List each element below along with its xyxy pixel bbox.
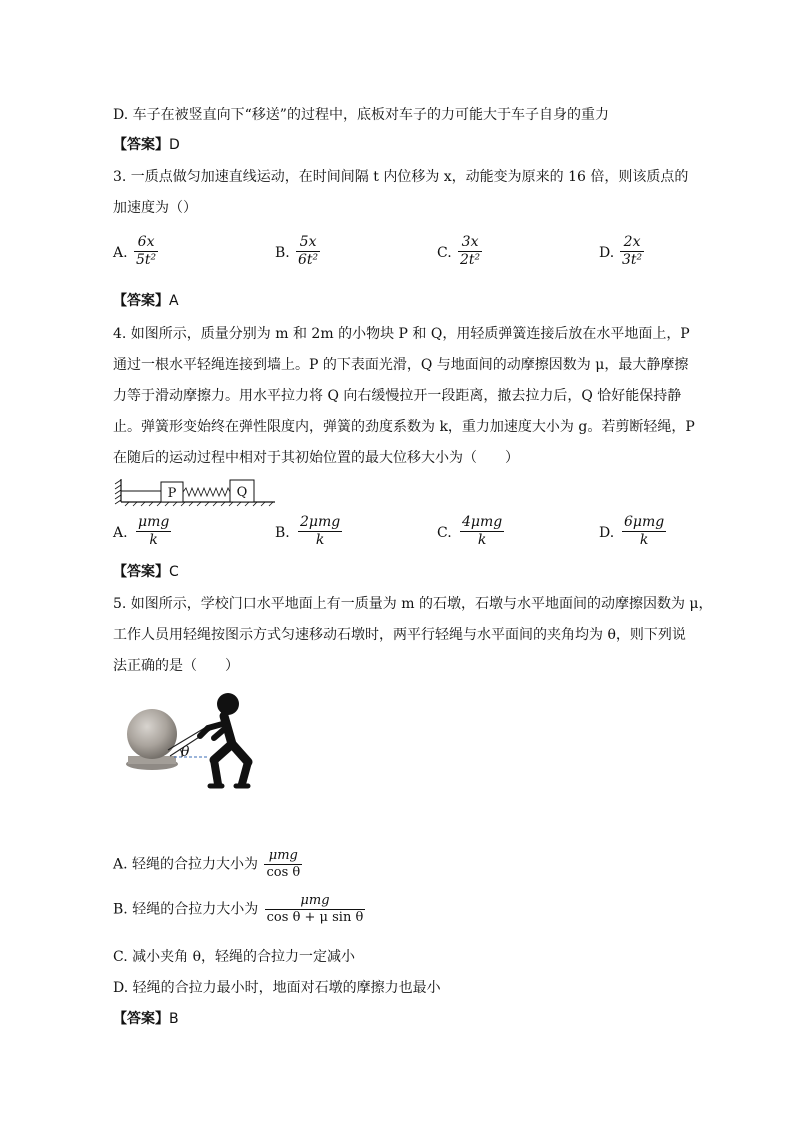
- q4-answer: [113, 561, 179, 581]
- q4-option-a-label: A.: [113, 525, 128, 541]
- fraction-numerator: 2x: [620, 234, 644, 252]
- q3-option-c-fraction: [458, 234, 482, 269]
- q5-option-b-fraction: [265, 893, 366, 926]
- q5-stem-line2: 工作人员用轻绳按图示方式匀速移动石墩时，两平行轻绳与水平面间的夹角均为 θ，则下列说: [113, 627, 686, 643]
- fraction-numerator: 6μmg: [624, 514, 665, 530]
- q4-stem-line2: 通过一根水平轻绳连接到墙上。P 的下表面光滑，Q 与地面间的动摩擦因数为 μ，最大静摩擦: [113, 357, 689, 373]
- answer-value: B: [169, 1011, 179, 1027]
- answer-value: C: [169, 564, 179, 580]
- fraction-numerator: 4μmg: [462, 514, 503, 530]
- q5-option-d: D. 轻绳的合拉力最小时，地面对石墩的摩擦力也最小: [113, 980, 441, 996]
- q5-stem-line1: 5. 如图所示，学校门口水平地面上有一质量为 m 的石墩，石墩与水平地面间的动摩擦因数为 μ，: [113, 596, 713, 612]
- fraction-numerator: 2μmg: [300, 514, 341, 530]
- q4-option-d-fraction: [622, 514, 666, 549]
- worker-figure: [200, 693, 248, 786]
- q3-answer: [113, 290, 179, 310]
- q4-option-d-label: D.: [599, 525, 615, 541]
- fraction-denominator: 6t²: [298, 252, 319, 268]
- fraction-denominator: 3t²: [622, 252, 643, 268]
- q3-option-d-label: D.: [599, 245, 615, 261]
- q3-stem-line2: 加速度为（）: [113, 200, 197, 216]
- q3-option-b-fraction: [296, 234, 320, 269]
- answer-value: D: [169, 137, 180, 153]
- q4-option-c-fraction: [460, 514, 504, 549]
- fraction-denominator: k: [149, 532, 158, 548]
- spring-block-figure: [113, 477, 278, 507]
- fraction-denominator: 2t²: [460, 252, 481, 268]
- block-p-label: P: [167, 486, 177, 501]
- q4-option-c-label: C.: [437, 525, 452, 541]
- fraction-denominator: k: [315, 532, 325, 548]
- angle-theta-label: θ: [181, 744, 190, 760]
- fraction-denominator: 5t²: [136, 252, 157, 268]
- answer-label: 【答案】: [113, 137, 169, 153]
- q3-stem-line1: 3. 一质点做匀加速直线运动，在时间间隔 t 内位移为 x，动能变为原来的 16 倍，则该质点的: [113, 169, 689, 185]
- q4-option-b-fraction: [298, 514, 342, 549]
- q4-stem-line4: 止。弹簧形变始终在弹性限度内，弹簧的劲度系数为 k，重力加速度大小为 g。若剪断轻绳，P: [113, 419, 695, 435]
- q3-option-a-label: A.: [113, 245, 128, 261]
- block-q-label: Q: [236, 485, 248, 500]
- q5-option-c: C. 减小夹角 θ，轻绳的合拉力一定减小: [113, 949, 355, 965]
- q4-stem-line5: 在随后的运动过程中相对于其初始位置的最大位移大小为（ ）: [113, 450, 519, 466]
- q4-stem-line1: 4. 如图所示，质量分别为 m 和 2m 的小物块 P 和 Q，用轻质弹簧连接后放在水平地面上，P: [113, 326, 690, 342]
- q5-answer: [113, 1008, 179, 1028]
- q3-option-c-label: C.: [437, 245, 452, 261]
- fraction-numerator: μmg: [264, 848, 302, 865]
- q5-option-a-fraction: [264, 848, 302, 881]
- answer-label: 【答案】: [113, 1011, 169, 1027]
- q3-option-d-fraction: [620, 234, 644, 269]
- stone-ball: [127, 709, 177, 759]
- q5-option-a: [113, 848, 302, 881]
- fraction-denominator: cos θ: [266, 865, 301, 880]
- q3-option-a-fraction: [134, 234, 158, 269]
- q2-answer: [113, 134, 180, 154]
- spring: [183, 488, 230, 496]
- fraction-numerator: 3x: [458, 234, 482, 252]
- fraction-denominator: k: [477, 532, 487, 548]
- fraction-numerator: 5x: [296, 234, 320, 252]
- option-text: B. 轻绳的合拉力大小为: [113, 901, 259, 918]
- fraction-denominator: cos θ + μ sin θ: [266, 910, 364, 925]
- fraction-numerator: 6x: [134, 234, 158, 252]
- q4-stem-line3: 力等于滑动摩擦力。用水平拉力将 Q 向右缓慢拉开一段距离，撤去拉力后，Q 恰好能保持静: [113, 388, 682, 404]
- q3-option-b-label: B.: [275, 245, 290, 261]
- fraction-numerator: μmg: [265, 893, 366, 910]
- answer-label: 【答案】: [113, 293, 169, 309]
- q5-stem-line3: 法正确的是（ ）: [113, 658, 239, 674]
- q4-option-a-fraction: [136, 514, 171, 549]
- answer-value: A: [169, 293, 179, 309]
- q2-option-d: D. 车子在被竖直向下“移送”的过程中，底板对车子的力可能大于车子自身的重力: [113, 107, 609, 123]
- fraction-denominator: k: [639, 532, 649, 548]
- stone-pulling-figure: [118, 686, 268, 796]
- answer-label: 【答案】: [113, 564, 169, 580]
- fraction-numerator: μmg: [138, 514, 170, 530]
- q5-option-b: [113, 893, 365, 926]
- option-text: A. 轻绳的合拉力大小为: [113, 856, 259, 873]
- q4-option-b-label: B.: [275, 525, 290, 541]
